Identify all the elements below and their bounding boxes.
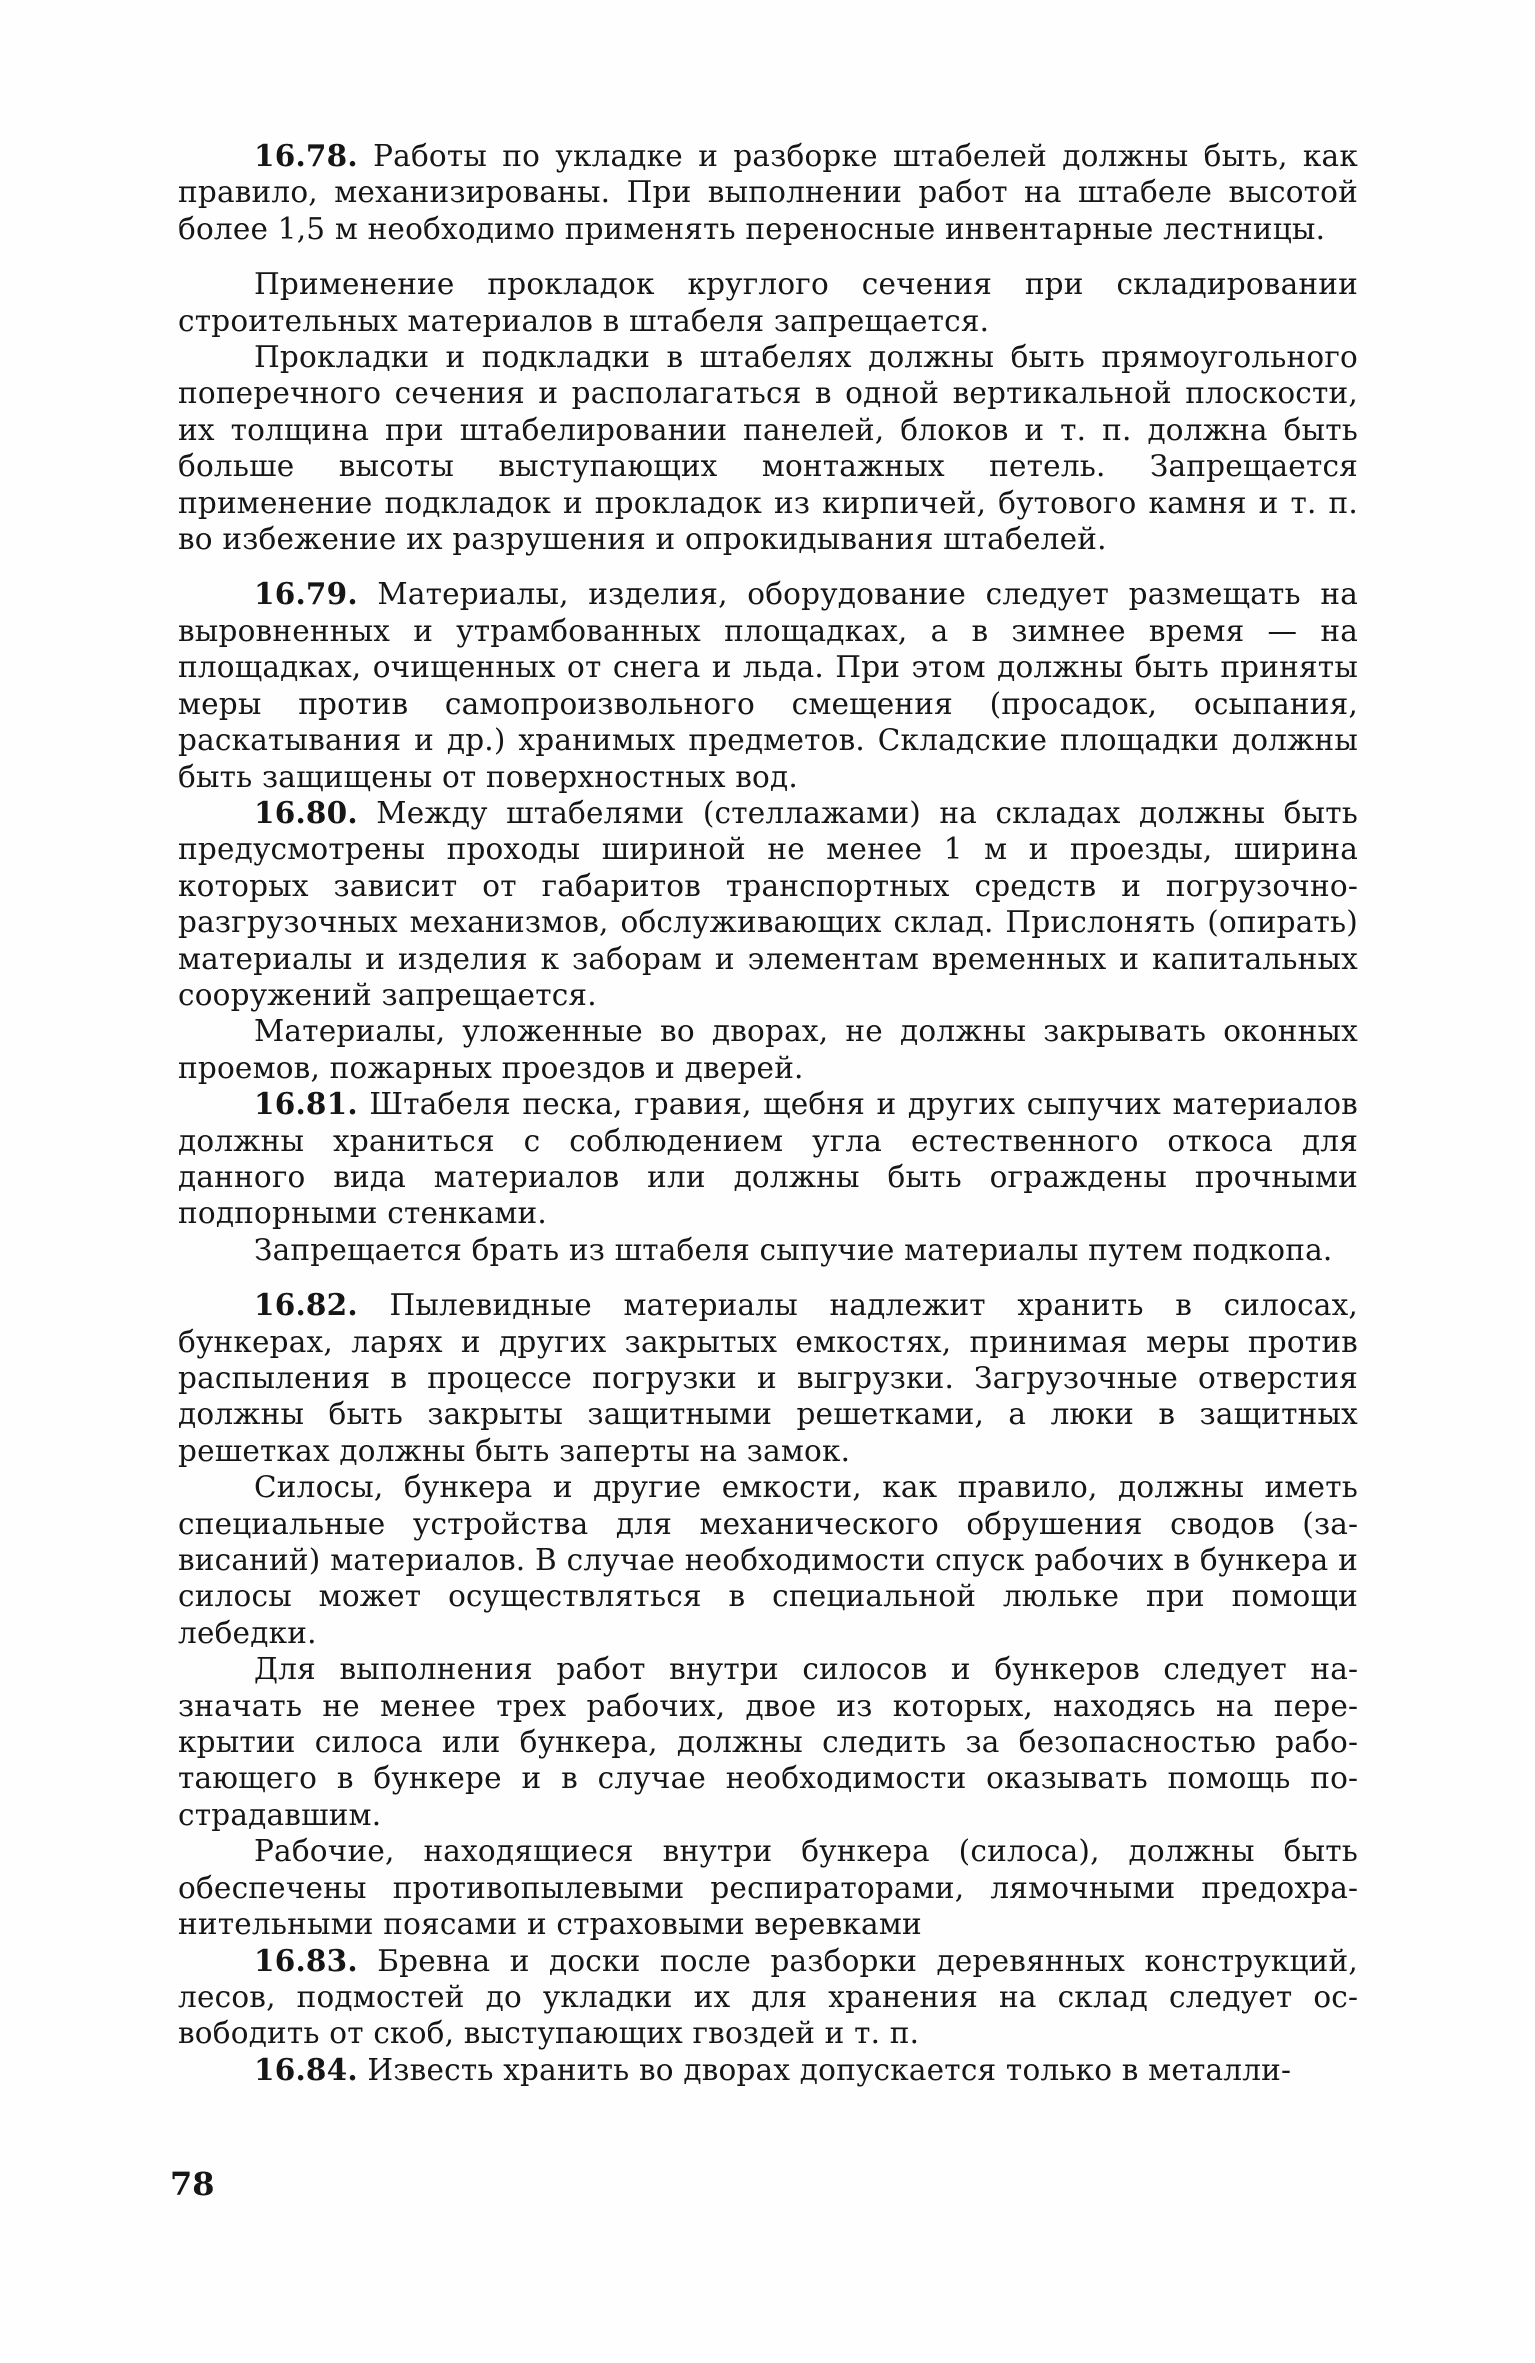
paragraph-16-82: 16.82. Пылевидные материалы надлежит хранить в силосах, бункерах, ларях и других закрытых емкостях, принимая меры против распыления в процессе погрузки и выгрузки. Загрузочные отверстия должны быть закрыты защитными решетками, а люки в защитных решетках должны быть заперты на замок. bbox=[178, 1287, 1358, 1468]
paragraph-16-83: 16.83. Бревна и доски после разборки деревянных конструкций, лесов, подмостей до укладки их для хранения на склад следует освободить от скоб, выступающих гвоздей и т. п. bbox=[178, 1942, 1358, 2051]
paragraph-16-79: 16.79. Материалы, изделия, оборудование следует размещать на выровненных и утрамбованных площадках, а в зимнее время — на площадках, очищенных от снега и льда. При этом должны быть приняты меры против самопроизвольного смещения (просадок, осыпания, раскатывания и др.) хранимых предметов. Складские площадки должны быть защищены от поверхностных вод. bbox=[178, 576, 1358, 794]
paragraph-16-84: 16.84. Известь хранить во дворах допускается только в металли- bbox=[254, 2051, 1292, 2087]
paragraph-16-78: 16.78. Работы по укладке и разборке штабелей должны быть, как правило, механизированы. При выполнении работ на штабеле высотой более 1,5 м необходимо применять переносные инвентарные лестницы. bbox=[178, 138, 1358, 246]
paragraph: Прокладки и подкладки в штабелях должны быть прямоугольного поперечного сечения и располагаться в одной вертикальной плоскости, их толщина при штабелировании панелей, блоков и т. п. должна быть больше высоты выступающих монтажных петель. Запрещается применение подкладок и прокладок из кирпичей, бутового камня и т. п. во избежение их разрушения и опрокидывания штабелей. bbox=[178, 340, 1358, 557]
paragraph-16-80: 16.80. Между штабелями (стеллажами) на складах должны быть предусмотрены проходы шириной не менее 1 м и проезды, ширина которых зависит от габаритов транспортных средств и погрузочно-разгрузочных механизмов, обслуживающих склад. Прислонять (опирать) материалы и изделия к заборам и элементам временных и капитальных сооружений запрещается. bbox=[178, 794, 1358, 1012]
paragraph: Запрещается брать из штабеля сыпучие материалы путем подкопа. bbox=[254, 1232, 1333, 1267]
paragraph: Материалы, уложенные во дворах, не должны закрывать оконных проемов, пожарных проездов и дверей. bbox=[178, 1014, 1358, 1085]
paragraph-16-81: 16.81. Штабеля песка, гравия, щебня и других сыпучих материалов должны храниться с соблюдением угла естественного откоса для данного вида материалов или должны быть ограждены прочными подпорными стенками. bbox=[178, 1086, 1358, 1231]
paragraph: Силосы, бункера и другие емкости, как правило, должны иметь специальные устройства для механического обрушения сводов (зависаний) материалов. В случае необходимости спуск рабочих в бункера и силосы может осуществляться в специальной люльке при помощи лебедки. bbox=[178, 1470, 1358, 1650]
page-number: 78 bbox=[170, 2165, 215, 2203]
paragraph: Рабочие, находящиеся внутри бункера (силоса), должны быть обеспечены противопылевыми респираторами, лямочными предохранительными поясами и страховыми веревками bbox=[178, 1834, 1358, 1942]
paragraph: Для выполнения работ внутри силосов и бункеров следует назначать не менее трех рабочих, двое из которых, находясь на перекрытии силоса или бункера, должны следить за безопасностью работающего в бункере и в случае необходимости оказывать помощь пострадавшим. bbox=[178, 1652, 1358, 1832]
body-text bbox=[178, 138, 1358, 2088]
paragraph: Применение прокладок круглого сечения при складировании строительных материалов в штабеля запрещается. bbox=[178, 267, 1358, 338]
